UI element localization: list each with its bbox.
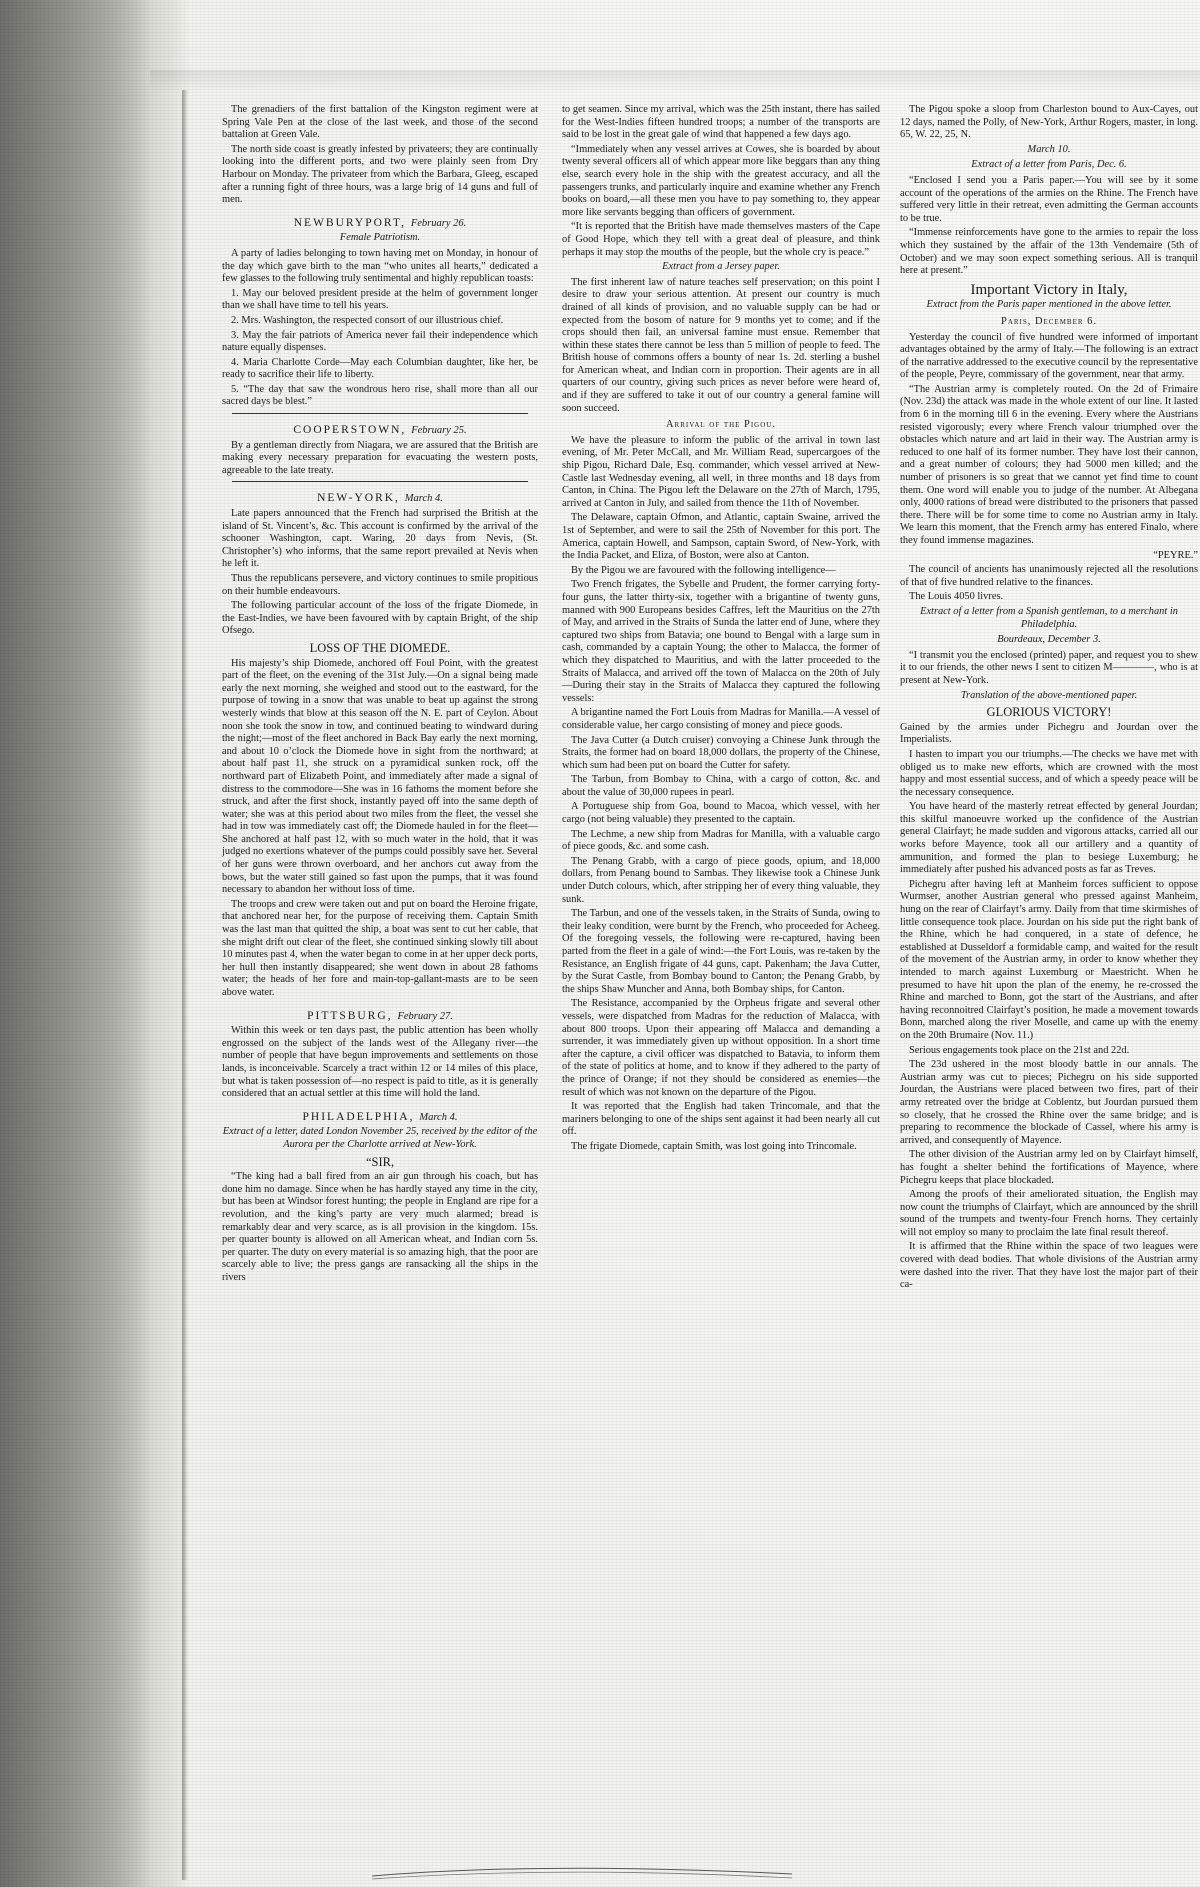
divider [232, 413, 528, 414]
paragraph: The Louis 4050 livres. [909, 591, 1004, 603]
paragraph: “Immense reinforcements have gone to the armies to repair the loss which they sustained by the affair of the 13th Vendemaire (5th of October) and we may soon expect something serious. All is tranquil here at present.” [900, 227, 1198, 277]
paragraph: The first inherent law of nature teaches self preservation; on this point I desire to draw your serious attention. At present our country is much drained of all kinds of provision, and no valuable supply can be had or expected from the bosom of nature for 9 months yet to come; and if the crops should then fail, an universal famine must ensue. Remember that within these states there cannot be less than 5 million of people to feed. The British house of commons offers a bounty of near 1s. 2d. sterling a bushel for American wheat, and Indian corn in proportion. Their agents are in all quarters of our country, giving such prices as never before were heard of, and if they are suffered to take it out of our country a general famine will soon succeed. [562, 276, 880, 414]
dateline-newyork: NEW-YORK, March 4. [317, 492, 443, 505]
paragraph: The grenadiers of the first battalion of the Kingston regiment were at Spring Vale Pen at the close of the last week, and those of the second battalion at Green Vale. [222, 104, 538, 141]
top-edge-shadow [150, 70, 1200, 92]
salutation: “SIR, [365, 1154, 395, 1169]
paragraph: The other division of the Austrian army led on by Clairfayt himself, has fought a shelter behind the fortifications of Mayence, where Pichegru keeps that place blockaded. [900, 1149, 1198, 1186]
paragraph: to get seamen. Since my arrival, which was the 25th instant, there has sailed for the West-Indies fifteen hundred troops; a number of the transports are said to be lost in the great gale of wind that happened a few days ago. [562, 104, 880, 141]
paragraph: Pichegru after having left at Manheim forces sufficient to oppose Wurmser, another Austrian general who pressed against Manheim, hung on the rear of Clairfayt’s army. Daily from that time skirmishes of little consequence took place. Jourdan on his side put the right bank of the Rhine, which he had conquered, in a state of defence, he established at Dusseldorf a formidable camp, and waited for the result of the movement of the Austrian army, in order to know whether they intended to march against Luxemburg or Maestricht. When he presumed to have hit upon the plan of the enemy, he re-crossed the Rhine and marched to Bonn, got the start of the Austrians, and after having reconnoitred Clairfayt’s position, he made a movement towards Bonn, marched along the river Moselle, and came up with the enemy on the 20th Brumaire (Nov. 11.) [900, 878, 1198, 1041]
paragraph: The following particular account of the loss of the frigate Diomede, in the East-Indies, we have been favoured with by captain Bright, of the ship Ofsego. [222, 600, 538, 637]
paragraph: “It is reported that the British have made themselves masters of the Cape of Good Hope, which they tell with a great deal of pleasure, and think perhaps it may stop the mouths of the people, but the whole cry is peace.” [562, 221, 880, 258]
paragraph: The Delaware, captain Ofmon, and Atlantic, captain Swaine, arrived the 1st of September, and were to sail the 25th of November for this port. The America, captain Howell, and Sampson, captain Sword, of New-York, with the India Packet, and Eliza, of Boston, were also at Canton. [562, 512, 880, 562]
dateline-march-10: March 10. [1027, 143, 1071, 155]
subheading: Gained by the armies under Pichegru and Jourdan over the Imperialists. [900, 721, 1198, 746]
extract-heading: Extract of a letter from a Spanish gentleman, to a merchant in Philadelphia. [920, 605, 1178, 630]
paragraph: The Resistance, accompanied by the Orpheus frigate and several other vessels, were dispatched from Madras for the reduction of Malacca, with about 800 troops. Upon their appearing off Malacca and demanding a surrender, it was immediately given up without opposition. In a short time after the capture, a civil officer was dispatched to Batavia, to inform them of the state of politics at home, and to know if they adhered to the party of the prince of Orange; if not they should be considered as enemies—the result of which was not known on the departure of the Pigou. [562, 998, 880, 1098]
paragraph: By a gentleman directly from Niagara, we are assured that the British are making every necessary preparation for evacuating the western posts, agreeable to the late treaty. [222, 439, 538, 476]
signature: “PEYRE.” [1153, 549, 1198, 561]
paragraph: The troops and crew were taken out and put on board the Heroine frigate, that anchored near her, for the purpose of receiving them. Captain Smith was the last man that quitted the ship, a boat was sent to cut her cable, that she might drift out clear of the fleet, she continued sinking slowly till about 10 minutes past 4, when the water began to come in at her upper deck ports, her hull then instantly disappeared; she went down in about 28 fathoms water; the heads of her fore and main-top-gallant-masts are to be seen above water. [222, 898, 538, 998]
paragraph: Yesterday the council of five hundred were informed of important advantages obtained by the army of Italy.—The following is an extract of the narrative addressed to the executive council by the representative of the people, Peyre, commissary of the government, near that army. [900, 331, 1198, 381]
dateline-bordeaux: Bourdeaux, December 3. [997, 634, 1101, 646]
paragraph: Thus the republicans persevere, and victory continues to smile propitious on their humble endeavours. [222, 573, 538, 597]
paragraph: The frigate Diomede, captain Smith, was lost going into Trincomale. [571, 1140, 857, 1152]
paragraph: The 23d ushered in the most bloody battle in our annals. The Austrian army was cut to pieces; Pichegru on his side supported Jourdan, the Austrians were placed between two fires, part of their army retreated over the bridge at Coblentz, but Jourdan pursued them so closely, that he crossed the Rhine over the same bridge; and is preparing to recommence the blockade of Cassel, where his army is arrived, and consequently of Mayence. [900, 1059, 1198, 1146]
paragraph: The Lechme, a new ship from Madras for Manilla, with a valuable cargo of piece goods, &c. and some cash. [562, 828, 880, 853]
paragraph: Within this week or ten days past, the public attention has been wholly engrossed on the subject of the lands west of the Allegany river—the number of people that have begun improvements and settlements on those lands, is inconceivable. Scarcely a tract within 12 or 14 miles of this place, but what is taken possession of—no respect is paid to title, as it is generally considered that an actual settler at this time will hold the land. [222, 1025, 538, 1100]
section-heading: Arrival of the Pigou. [666, 419, 776, 431]
column-1 [222, 104, 538, 1286]
paragraph: The north side coast is greatly infested by privateers; they are continually looking into the different ports, and two were plainly seen from Dry Harbour on Monday. The privateer from which the Barbara, Gleeg, escaped after a running fight of three hours, was a large brig of 14 guns and full of men. [222, 143, 538, 206]
page-fold [182, 90, 188, 1880]
paper-crease [372, 1862, 792, 1882]
paragraph: The Tarbun, from Bombay to China, with a cargo of cotton, &c. and about the value of 30,000 rupees in pearl. [562, 774, 880, 798]
toast: 3. May the fair patriots of America never fail their independence which nature equally dispenses. [222, 329, 538, 354]
column-3 [900, 104, 1198, 1294]
section-heading: Female Patriotism. [339, 232, 421, 244]
subheading: Translation of the above-mentioned paper. [960, 689, 1138, 701]
extract-heading: Extract of a letter from Paris, Dec. 6. [971, 159, 1127, 171]
subheading: Extract from the Paris paper mentioned in the above letter. [926, 299, 1172, 311]
toast: 5. “The day that saw the wondrous hero rise, shall more than all our sacred days be blest.” [222, 383, 538, 408]
column-2 [562, 104, 880, 1156]
dateline-newburyport: NEWBURYPORT, February 26. [293, 216, 467, 229]
paragraph: I hasten to impart you our triumphs.—The checks we have met with obliged us to make new efforts, which are crowned with the most happy and most essential success, and of which a speedy peace will be the necessary consequence. [900, 748, 1198, 798]
paragraph: A brigantine named the Fort Louis from Madras for Manilla.—A vessel of considerable value, her cargo consisting of money and piece goods. [562, 707, 880, 731]
paragraph: “Immediately when any vessel arrives at Cowes, she is boarded by about twenty several officers all of which appear more like beggars than any thing else, search every hole in the ship with the greatest accuracy, and all the passengers trunks, and particularly inquire and examine whether any French books on board,—all these men you have to pay something to, they appear more like servants begging than officers of government. [562, 143, 880, 218]
paragraph: “The king had a ball fired from an air gun through his coach, but has done him no damage. Since when he has hardly stayed any time in the city, but has been at Windsor forest hunting; the people in England are ripe for a revolution, and the king’s party are very much alarmed; bread is remarkably dear and very scarce, as is all provision in the kingdom. 15s. per quarter bounty is allowed on all American wheat, and Indian corn 5s. per quarter. The duty on every material is so amazing high, that the poor are scarcely able to live; the press gangs are ransacking all the ships in the rivers [222, 1171, 538, 1283]
extract-heading: Extract of a letter, dated London November 25, received by the editor of the Aurora per the Charlotte arrived at New-York. [222, 1126, 538, 1150]
dateline-paris: Paris, December 6. [1001, 315, 1097, 327]
paragraph: Two French frigates, the Sybelle and Prudent, the former carrying forty-four guns, the latter thirty-six, together with a brigantine of twenty guns, manned with 900 Europeans besides Caffres, left the Mauritius on the 27th of May, and arrived in the Straits of Sunda the latter end of June, where they captured two ships from Batavia; one bound to Bengal with a large sum in cash, commanded by a captain Young; the other to Malacca, the former of which they dispatched to Mauritius, and with the latter proceeded to the Straits of Malacca, and arrived off the town of Malacca on the 20th of July—During their stay in the Straits of Malacca they captured the following vessels: [562, 579, 880, 704]
paragraph: It was reported that the English had taken Trincomale, and that the mariners belonging to one of the ships sent against it had been nearly all cut off. [562, 1101, 880, 1138]
toast: 2. Mrs. Washington, the respected consort of our illustrious chief. [231, 314, 504, 326]
headline-victory: GLORIOUS VICTORY! [986, 705, 1112, 720]
dateline-pittsburg: PITTSBURG, February 27. [307, 1009, 453, 1022]
divider [232, 481, 528, 482]
paragraph: We have the pleasure to inform the public of the arrival in town last evening, of Mr. Peter McCall, and Mr. William Read, supercargoes of the ship Pigou, Richard Dale, Esq. commander, which vessel arrived at New-Castle last Wednesday evening, all well, in three months and 18 days from Canton, in China. The Pigou left the Delaware on the 27th of March, 1795, arrived at Canton in July, and sailed from thence the 11th of November. [562, 434, 880, 509]
paragraph: It is affirmed that the Rhine within the space of two leagues were covered with dead bodies. That whole divisions of the Austrian army were dashed into the river. That they have lost the major part of their ca- [900, 1241, 1198, 1291]
paragraph: His majesty’s ship Diomede, anchored off Foul Point, with the greatest part of the fleet, on the evening of the 31st July.—On a signal being made early the next morning, she weighed and stood out to the eastward, for the purpose of towing in a snow that was unable to beat up against the strong westerly winds that blow at this season off the N. E. part of Ceylon. About noon she took the snow in tow, and continued beating to windward during the night;—most of the fleet anchored in Back Bay early the next morning, and about 10 o’clock the Diomede hove in sight from the northward; at about half past 11, she struck on a pyramidical sunken rock, off the northward part of Elizabeth Point, and immediately after made a signal of distress to the commodore—She was in 16 fathoms the moment before she struck, and after the first shock, instantly payed off into the same depth of water; she was at this period about two miles from the fleet, the vessel she had in tow was immediately cast off; the Diomede hauled in for the fleet—She anchored at half past 12, with so much water in the hold, that it was judged no exertions whatever of the pumps could possibly save her. Several of her guns were thrown overboard, and her anchors cut away from the bows, but the water still gained so fast upon the pumps, that it was found necessary to abandon her without loss of time. [222, 657, 538, 896]
dateline-cooperstown: COOPERSTOWN, February 25. [293, 424, 467, 437]
paragraph: “The Austrian army is completely routed. On the 2d of Frimaire (Nov. 23d) the attack was made in the whole extent of our line. It lasted from 6 in the morning till 6 in the evening. Every where the Austrians resisted vigorously; every where French valour triumphed over the obstacles which nature and art laid in their way. The Austrian army is reduced to one half of its former number. They have lost their cannon, and a great number of colours; they had 5000 men killed; and the number of prisoners is so great that we cannot yet find time to count them. One word will enable you to judge of the number. At Albegana only, 4000 rations of bread were distributed to the prisoners that passed there. There will be for some time to come no Austrian army in Italy. We learn this moment, that the French army has entered Finalo, where they found immense magazines. [900, 383, 1198, 546]
paragraph: The Java Cutter (a Dutch cruiser) convoying a Chinese Junk through the Straits, the former had on board 18,000 dollars, the property of the Chinese, which sum had been put on board the Cutter for safety. [562, 734, 880, 771]
extract-heading: Extract from a Jersey paper. [662, 261, 780, 273]
paragraph: A Portuguese ship from Goa, bound to Macoa, which vessel, with her cargo (not being valuable) they presented to the captain. [562, 801, 880, 826]
paragraph: “I transmit you the enclosed (printed) paper, and request you to shew it to our friends, the other news I sent to citizen M————, who is at present at New-York. [900, 649, 1198, 686]
paragraph: Among the proofs of their ameliorated situation, the English may now count the triumphs of Clairfayt, which are announced by the shrill sound of the trumpets and twenty-four French horns. They certainly will not employ so many to proclaim the late final result thereof. [900, 1189, 1198, 1238]
paragraph: The Pigou spoke a sloop from Charleston bound to Aux-Cayes, out 12 days, named the Polly, of New-York, Arthur Rogers, master, in long. 65, W. 22, 25, N. [900, 104, 1198, 141]
paragraph: The Penang Grabb, with a cargo of piece goods, opium, and 18,000 dollars, from Penang bound to Sambas. They likewise took a Chinese Junk under Dutch colours, which, after stripping her of every thing valuable, they sunk. [562, 855, 880, 905]
paragraph: “Enclosed I send you a Paris paper.—You will see by it some account of the operations of the armies on the Rhine. The French have suffered very little in their retreat, even admitting the German accounts to be true. [900, 174, 1198, 224]
paragraph: You have heard of the masterly retreat effected by general Jourdan; this skilful manoeuvre worked up the confidence of the Austrian general Clairfayt; he made sudden and vigorous attacks, carried all our works before Mayence, took all our artillery and a quantity of ammunition, and formed the plan to besiege Luxemburg; he immediately after pushed his advanced posts as far as Treves. [900, 801, 1198, 876]
paragraph: Serious engagements took place on the 21st and 22d. [909, 1044, 1130, 1056]
paragraph: By the Pigou we are favoured with the following intelligence— [571, 564, 836, 576]
paragraph: The council of ancients has unanimously rejected all the resolutions of that of five hundred relative to the finances. [900, 564, 1198, 588]
paragraph: A party of ladies belonging to town having met on Monday, in honour of the day which gave birth to the man “who unites all hearts,” dedicated a few glasses to the following truly sentimental and highly republican toasts: [222, 247, 538, 285]
paragraph: The Tarbun, and one of the vessels taken, in the Straits of Sunda, owing to their leaky condition, were burnt by the French, who proceeded for Acheeg. Of the foregoing vessels, the following were re-captured, having been parted from the fleet in a gale of wind:—the Fort Louis, was re-taken by the Resistance, an English frigate of 44 guns, capt. Pakenham; the Java Cutter, by the Surat Castle, from Bombay bound to Canton; the Penang Grabb, by the ships Shaw Muncher and Anna, both Bombay ships, for Canton. [562, 908, 880, 995]
toast: 1. May our beloved president preside at the helm of government longer than we shall have time to tell his years. [222, 287, 538, 312]
section-heading: LOSS OF THE DIOMEDE. [309, 640, 451, 655]
toast: 4. Maria Charlotte Corde—May each Columbian daughter, like her, be ready to sacrifice their life to liberty. [222, 356, 538, 381]
dateline-philadelphia: PHILADELPHIA, March 4. [302, 1110, 458, 1123]
paragraph: Late papers announced that the French had surprised the British at the island of St. Vincent’s, &c. This account is confirmed by the arrival of the schooner Washington, capt. Waring, 20 days from Nevis, (St. Christopher’s) who informs, that the same report prevailed at Nevis when he left it. [222, 508, 538, 570]
headline-italy: Important Victory in Italy, [970, 281, 1128, 298]
